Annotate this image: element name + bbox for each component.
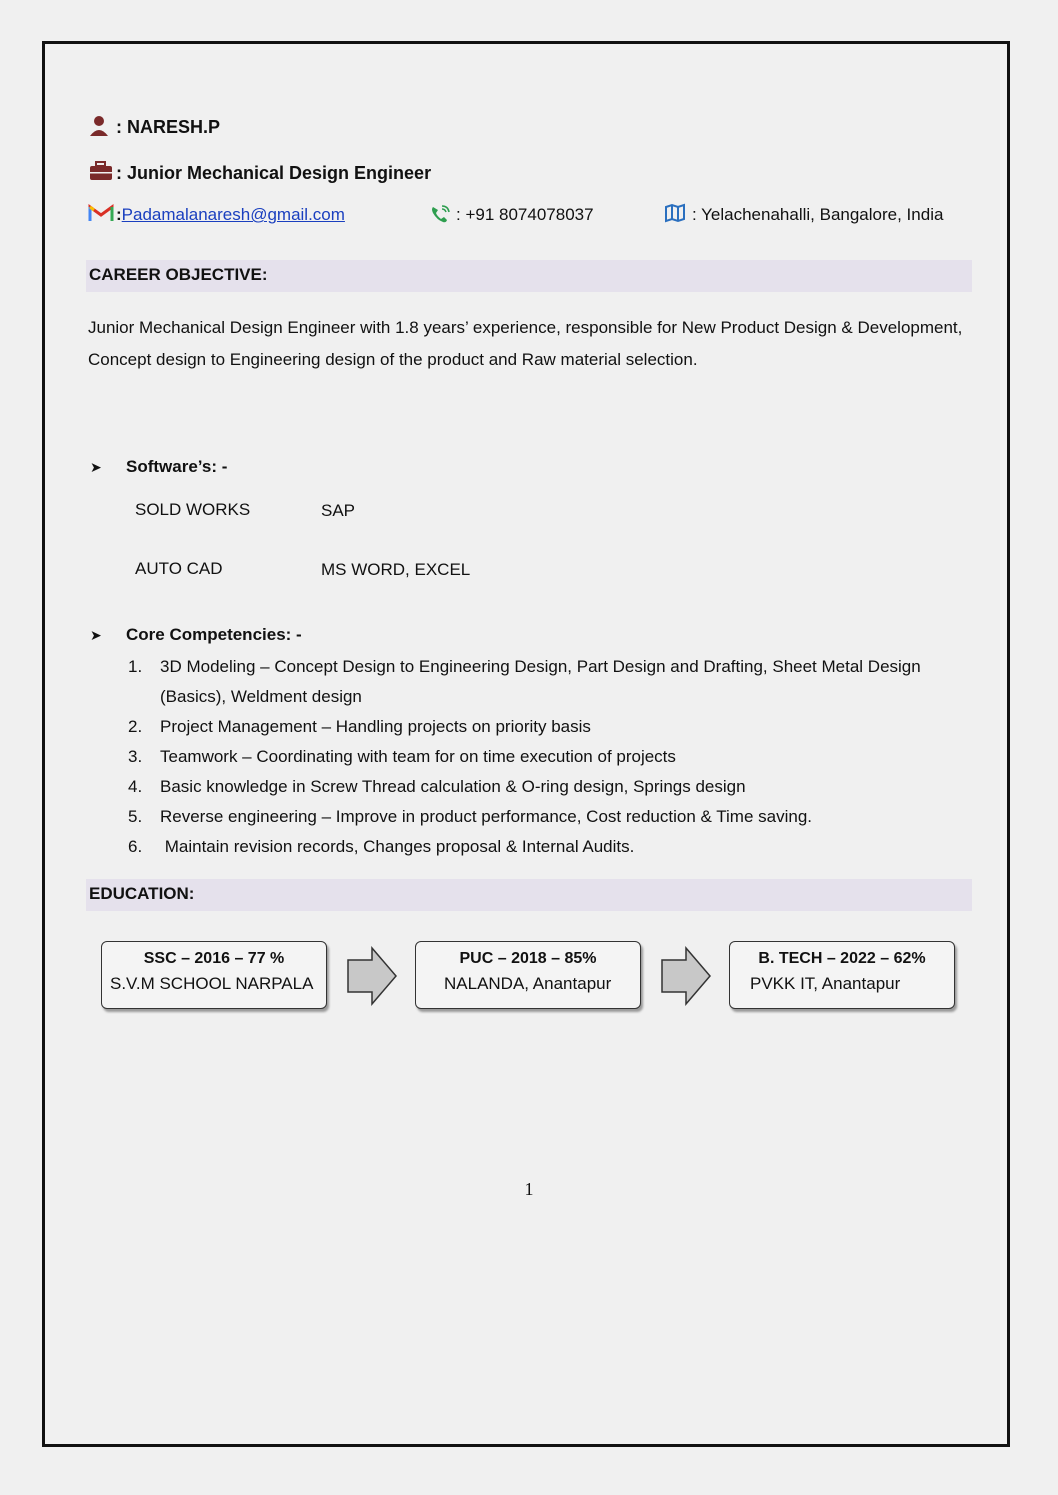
software-item: SOLD WORKS — [135, 500, 251, 519]
email-prefix: : — [116, 205, 122, 224]
name-line — [88, 114, 220, 138]
education-title: B. TECH – 2022 – 62% — [758, 950, 926, 967]
competencies-heading-row — [90, 625, 302, 645]
email-contact — [88, 203, 345, 225]
arrow-bullet-icon: ➤ — [90, 626, 102, 643]
phone-icon — [428, 203, 454, 225]
gmail-icon — [88, 203, 114, 225]
location-contact — [664, 203, 943, 225]
software-heading: Software’s: - — [126, 457, 228, 476]
arrow-bullet-icon: ➤ — [90, 458, 102, 475]
job-title: : Junior Mechanical Design Engineer — [116, 163, 432, 183]
education-title: PUC – 2018 – 85% — [459, 950, 597, 967]
list-item: 3. Teamwork – Coordinating with team for on time execution of projects — [128, 747, 676, 766]
phone-contact — [428, 203, 594, 225]
map-icon — [664, 203, 690, 225]
competencies-list — [128, 652, 968, 862]
page-number: 1 — [524, 1179, 534, 1199]
education-heading: EDUCATION: — [86, 879, 972, 911]
education-school: S.V.M SCHOOL NARPALA — [110, 974, 314, 993]
list-item: 2. Project Management – Handling projects on priority basis — [128, 717, 591, 736]
phone-number: : +91 8074078037 — [456, 205, 594, 224]
education-card-ssc — [101, 941, 327, 1009]
title-line — [88, 160, 431, 184]
education-title: SSC – 2016 – 77 % — [143, 950, 285, 967]
software-item: SAP — [321, 501, 356, 520]
arrow-right-icon — [346, 946, 398, 1006]
career-objective-heading: CAREER OBJECTIVE: — [86, 260, 972, 292]
location-text: : Yelachenahalli, Bangalore, India — [692, 205, 944, 224]
person-icon — [88, 114, 114, 138]
arrow-right-icon — [660, 946, 712, 1006]
competencies-heading: Core Competencies: - — [126, 625, 302, 644]
career-objective-text: Junior Mechanical Design Engineer with 1.8 years’ experience, responsible for New Product Design & Development, Concept design to Engineering design of the product and Raw material selection. — [88, 318, 963, 369]
list-item: 5. Reverse engineering – Improve in product performance, Cost reduction & Time saving. — [128, 807, 812, 826]
software-heading-row — [90, 457, 227, 477]
briefcase-icon — [88, 160, 114, 184]
email-link[interactable]: Padamalanaresh@gmail.com — [121, 205, 345, 224]
education-school: PVKK IT, Anantapur — [750, 974, 901, 993]
list-item: 4. Basic knowledge in Screw Thread calculation & O-ring design, Springs design — [128, 777, 746, 796]
software-item: AUTO CAD — [135, 559, 223, 578]
list-item: 1. 3D Modeling – Concept Design to Engineering Design, Part Design and Drafting, Sheet Metal Design (Basics), Weldment design — [128, 657, 921, 706]
education-card-btech — [729, 941, 955, 1009]
education-school: NALANDA, Anantapur — [444, 974, 612, 993]
education-card-puc — [415, 941, 641, 1009]
list-item: 6. Maintain revision records, Changes proposal & Internal Audits. — [128, 837, 635, 856]
candidate-name: : NARESH.P — [116, 117, 221, 137]
software-item: MS WORD, EXCEL — [321, 560, 471, 579]
